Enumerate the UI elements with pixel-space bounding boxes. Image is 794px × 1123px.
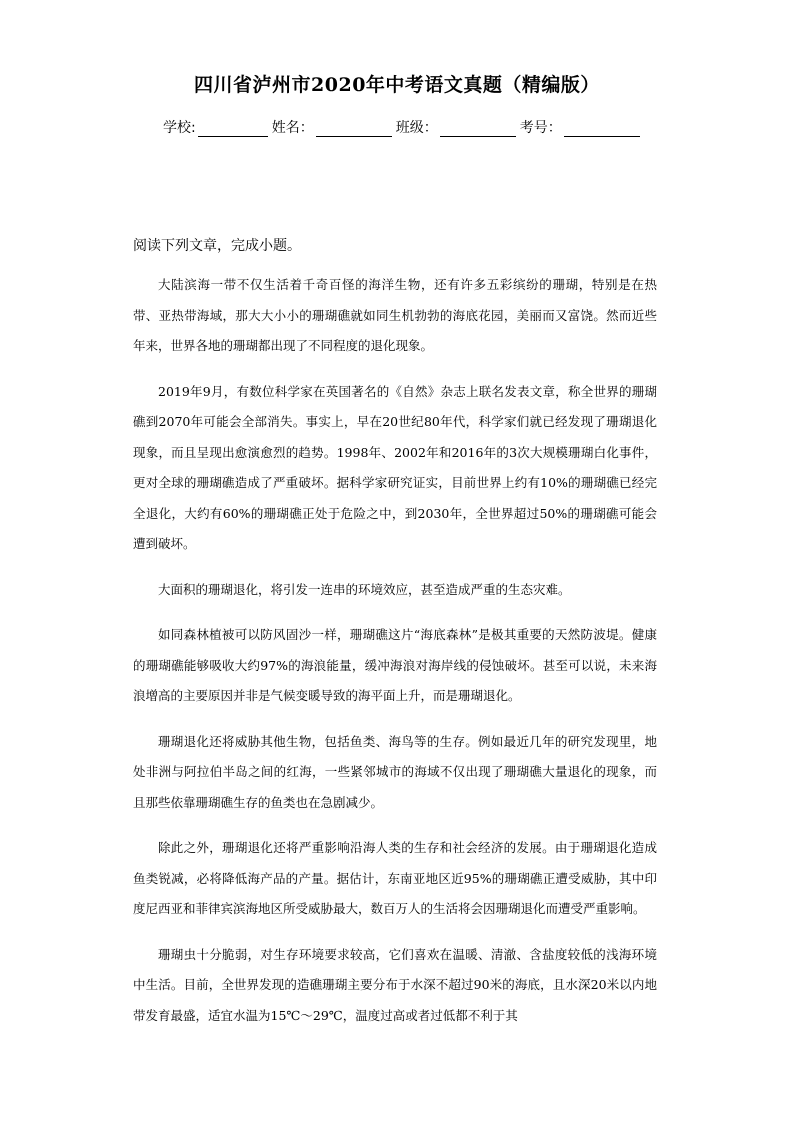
article-paragraph-4: 如同森林植被可以防风固沙一样，珊瑚礁这片“海底森林”是极其重要的天然防波堤。健康的珊瑚礁能够吸收大约97%的海浪能量，缓冲海浪对海岸线的侵蚀破坏。甚至可以说，未来海浪增高的主要原因并非是气候变暖导致的海平面上升，而是珊瑚退化。	[133, 627, 657, 703]
article-paragraph-3: 大面积的珊瑚退化，将引发一连串的环境效应，甚至造成严重的生态灾难。	[158, 581, 571, 597]
school-blank[interactable]	[198, 120, 268, 137]
article-paragraph-2: 2019年9月，有数位科学家在英国著名的《自然》杂志上联名发表文章，称全世界的珊瑚礁到2070年可能会全部消失。事实上，早在20世纪80年代，科学家们就已经发现了珊瑚退化现象，而且呈现出愈演愈烈的趋势。1998年、2002年和2016年的3次大规模珊瑚白化事件，更对全球的珊瑚礁造成了严重破坏。据科学家研究证实，目前世界上约有10%的珊瑚礁已经完全退化，大约有60%的珊瑚礁正处于危险之中，到2030年，全世界超过50%的珊瑚礁可能会遭到破坏。	[133, 383, 657, 551]
name-field	[272, 117, 396, 137]
article-paragraph-1: 大陆滨海一带不仅生活着千奇百怪的海洋生物，还有许多五彩缤纷的珊瑚，特别是在热带、亚热带海域，那大大小小的珊瑚礁就如同生机勃勃的海底花园，美丽而又富饶。然而近些年来，世界各地的珊瑚都出现了不同程度的退化现象。	[133, 277, 657, 353]
exam-number-blank[interactable]	[564, 120, 640, 137]
article-paragraph-7: 珊瑚虫十分脆弱，对生存环境要求较高，它们喜欢在温暖、清澈、含盐度较低的浅海环境中生活。目前，全世界发现的造礁珊瑚主要分布于水深不超过90米的海底，且水深20米以内地带发育最盛，适宜水温为15℃～29℃，温度过高或者过低都不利于其	[133, 946, 657, 1023]
class-field	[396, 117, 520, 137]
school-field	[163, 117, 272, 137]
class-label: 班级：	[395, 120, 438, 136]
article-body	[133, 270, 657, 1046]
exam-number-field	[520, 117, 644, 137]
class-blank[interactable]	[440, 120, 516, 137]
name-blank[interactable]	[316, 120, 392, 137]
exam-number-label: 考号：	[519, 120, 562, 136]
page-title: 四川省泸州市2020年中考语文真题（精编版）	[194, 74, 600, 96]
school-label: 学校:	[163, 120, 196, 136]
article-paragraph-5: 珊瑚退化还将威胁其他生物，包括鱼类、海鸟等的生存。例如最近几年的研究发现里，地处非洲与阿拉伯半岛之间的红海，一些紧邻城市的海域不仅出现了珊瑚礁大量退化的现象，而且那些依靠珊瑚礁生存的鱼类也在急剧减少。	[133, 733, 657, 810]
student-info-line	[163, 117, 643, 137]
name-label: 姓名：	[271, 120, 314, 136]
article-paragraph-6: 除此之外，珊瑚退化还将严重影响沿海人类的生存和社会经济的发展。由于珊瑚退化造成鱼类锐减，必将降低海产品的产量。据估计，东南亚地区近95%的珊瑚礁正遭受威胁，其中印度尼西亚和菲律宾滨海地区所受威胁最大，数百万人的生活将会因珊瑚退化而遭受严重影响。	[133, 840, 657, 916]
reading-instruction: 阅读下列文章，完成小题。	[133, 238, 301, 254]
